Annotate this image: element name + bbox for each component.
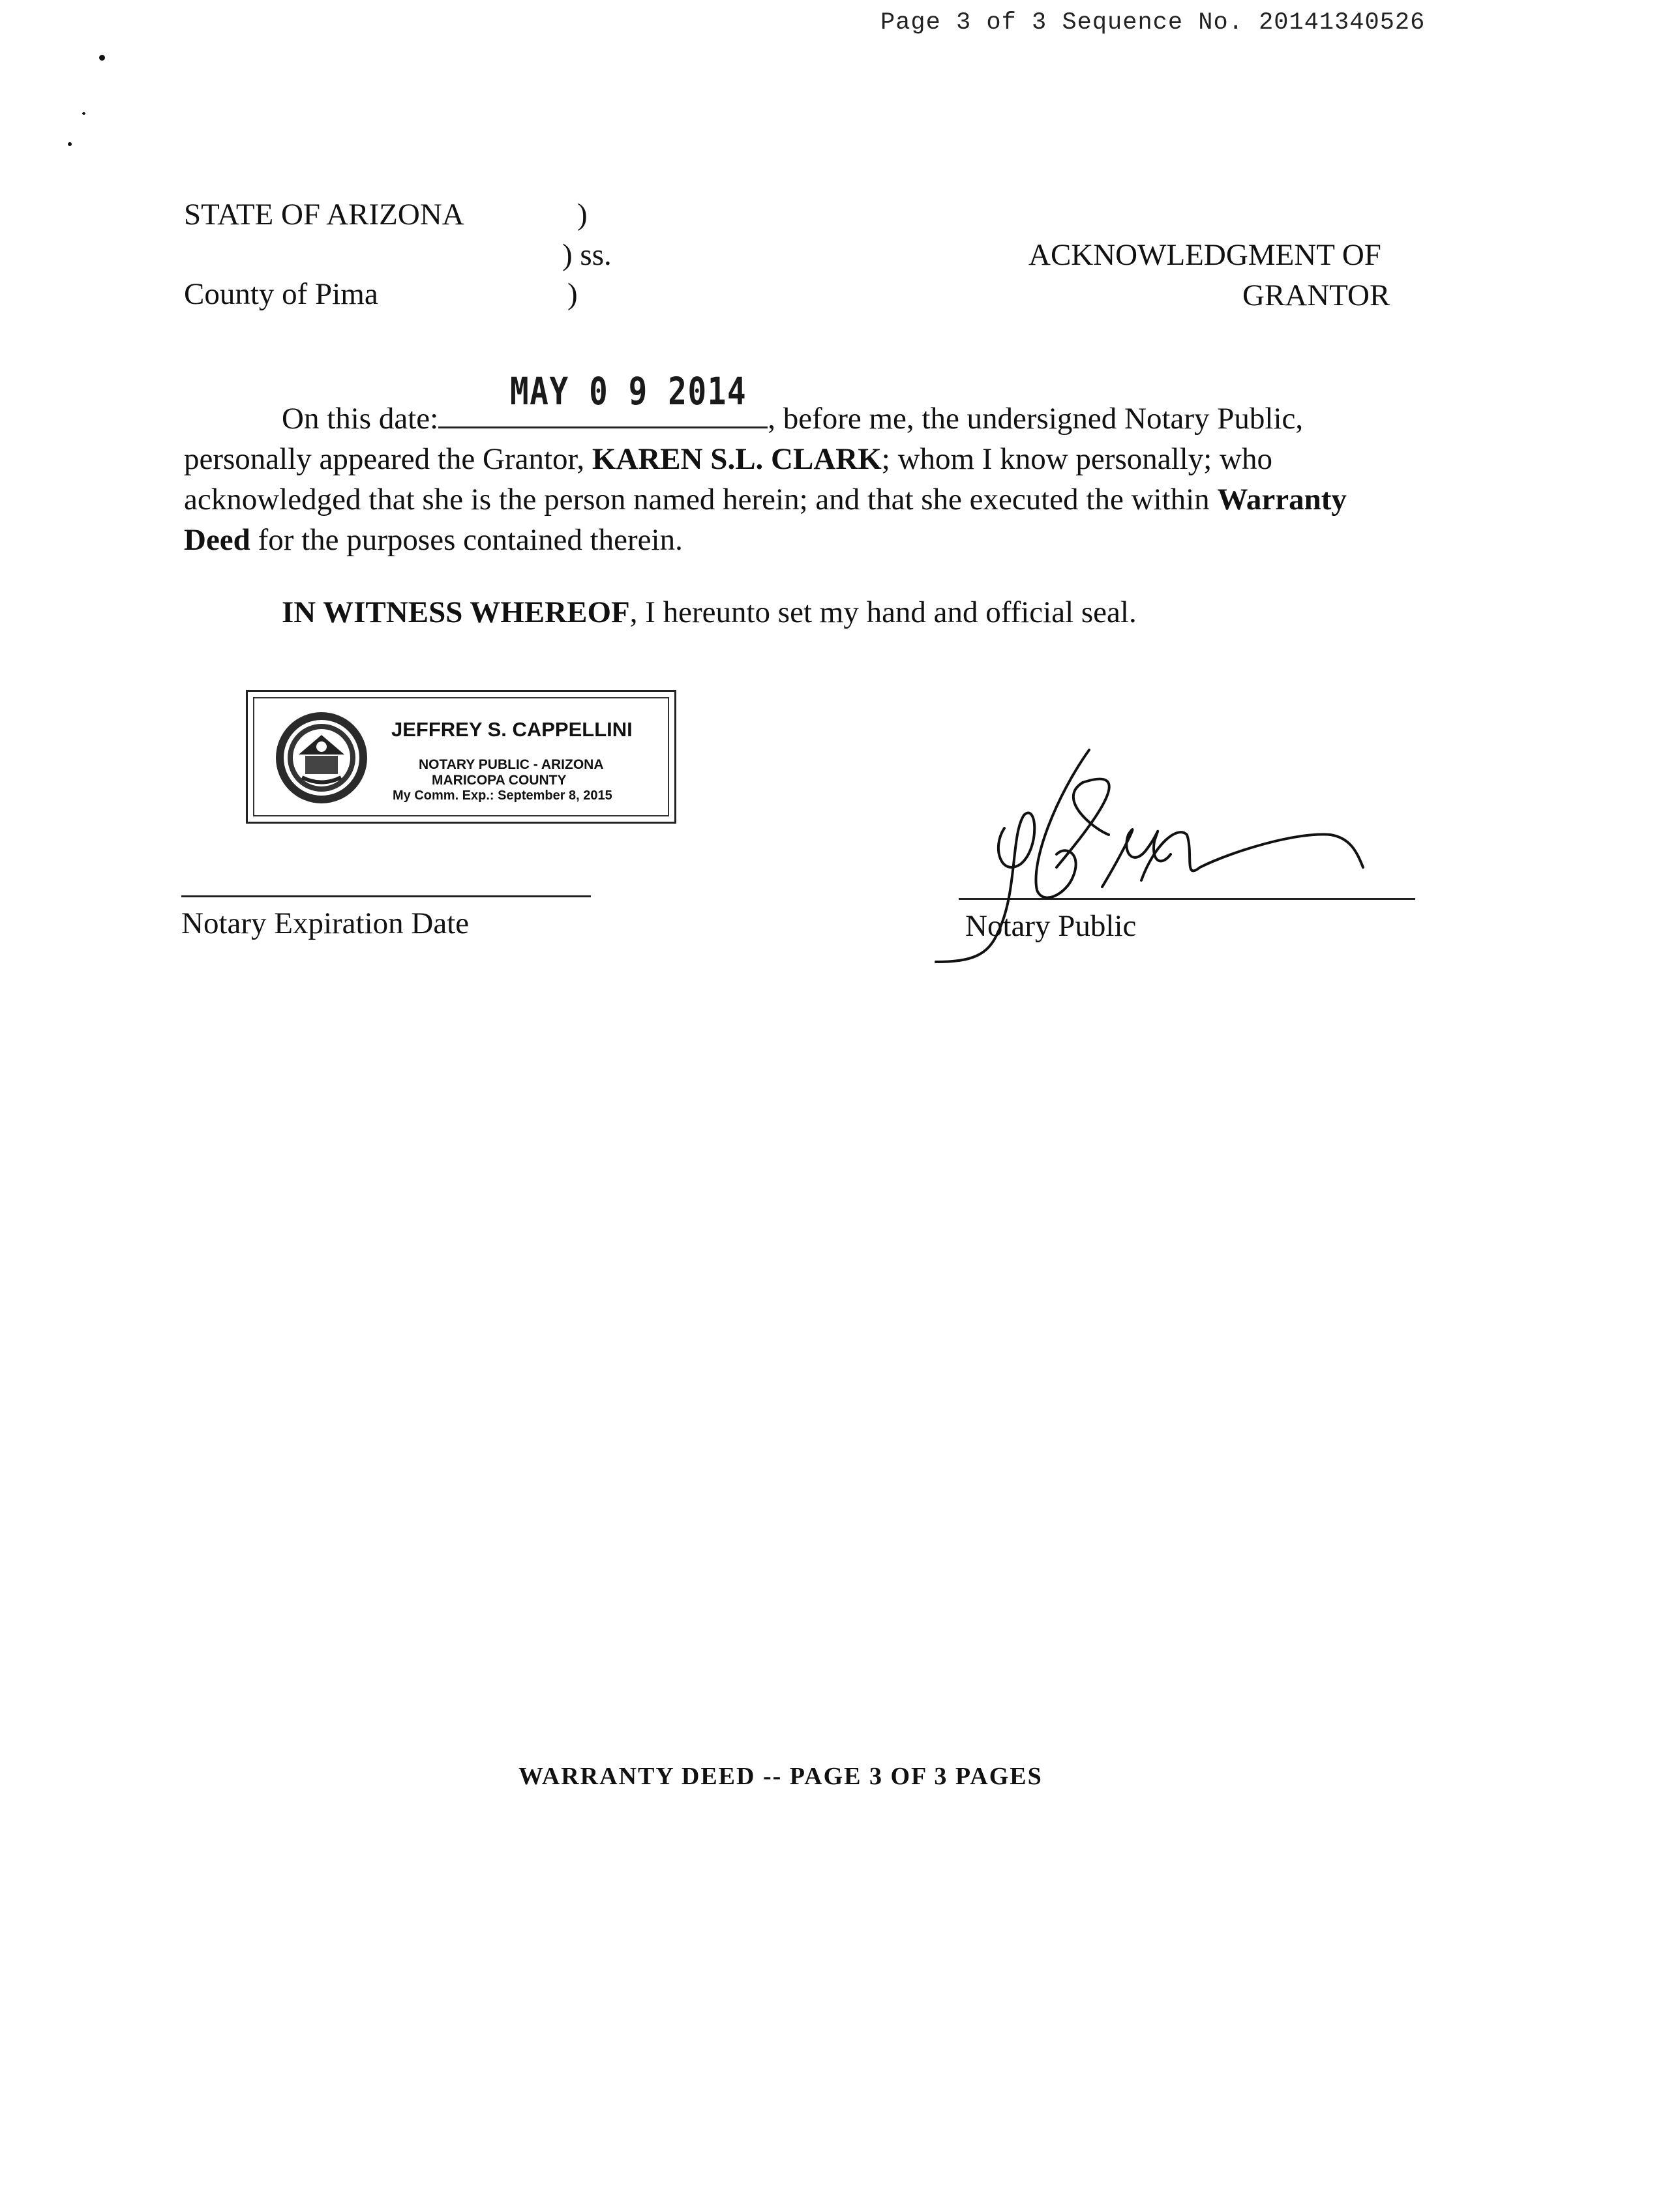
arizona-seal-icon bbox=[273, 709, 370, 807]
date-suffix: , before me, the undersigned Notary Public, bbox=[768, 402, 1304, 436]
date-prefix: On this date: bbox=[282, 402, 439, 436]
title-grantor: GRANTOR bbox=[1242, 278, 1390, 312]
body-line-2 bbox=[184, 438, 1423, 480]
title-acknowledgment: ACKNOWLEDGMENT OF bbox=[1028, 238, 1381, 272]
witness-rest: , I hereunto set my hand and official seal. bbox=[629, 595, 1137, 629]
warranty-bold: Warranty bbox=[1217, 483, 1347, 516]
venue-ss: ) ss. bbox=[562, 238, 612, 272]
date-blank-line bbox=[438, 426, 768, 428]
footer-page-label: WARRANTY DEED -- PAGE 3 OF 3 PAGES bbox=[518, 1763, 1043, 1790]
grantor-name: KAREN S.L. CLARK bbox=[592, 442, 882, 476]
state-label: STATE OF ARIZONA bbox=[184, 198, 464, 232]
notary-seal-stamp bbox=[246, 690, 676, 824]
venue-paren: ) bbox=[567, 277, 578, 311]
venue-paren: ) bbox=[577, 198, 588, 232]
notary-signature bbox=[926, 737, 1396, 972]
scan-speck bbox=[68, 142, 72, 146]
body-line-4 bbox=[184, 519, 1423, 561]
notary-county: MARICOPA COUNTY bbox=[432, 773, 567, 788]
witness-bold: IN WITNESS WHEREOF bbox=[282, 595, 630, 629]
body-line-3 bbox=[184, 479, 1423, 520]
witness-line bbox=[282, 597, 1137, 628]
line4-suffix: for the purposes contained therein. bbox=[250, 523, 683, 557]
expiration-date-line bbox=[181, 895, 591, 897]
line2-suffix: ; whom I know personally; who bbox=[881, 442, 1272, 476]
notary-title: NOTARY PUBLIC - ARIZONA bbox=[419, 757, 604, 772]
county-label: County of Pima bbox=[184, 277, 378, 311]
line3-prefix: acknowledged that she is the person named herein; and that she executed the within bbox=[184, 483, 1218, 516]
notary-name: JEFFREY S. CAPPELLINI bbox=[391, 718, 633, 741]
body-line-1 bbox=[184, 398, 1423, 440]
scan-speck bbox=[82, 112, 85, 115]
notary-commission: My Comm. Exp.: September 8, 2015 bbox=[393, 788, 612, 803]
stamped-date: MAY 0 9 2014 bbox=[510, 369, 747, 413]
deed-bold: Deed bbox=[184, 523, 250, 557]
line2-prefix: personally appeared the Grantor, bbox=[184, 442, 592, 476]
notary-public-label: Notary Public bbox=[965, 909, 1137, 943]
scan-speck bbox=[99, 55, 105, 61]
page-sequence-header: Page 3 of 3 Sequence No. 20141340526 bbox=[880, 9, 1426, 37]
expiration-date-label: Notary Expiration Date bbox=[181, 906, 470, 940]
